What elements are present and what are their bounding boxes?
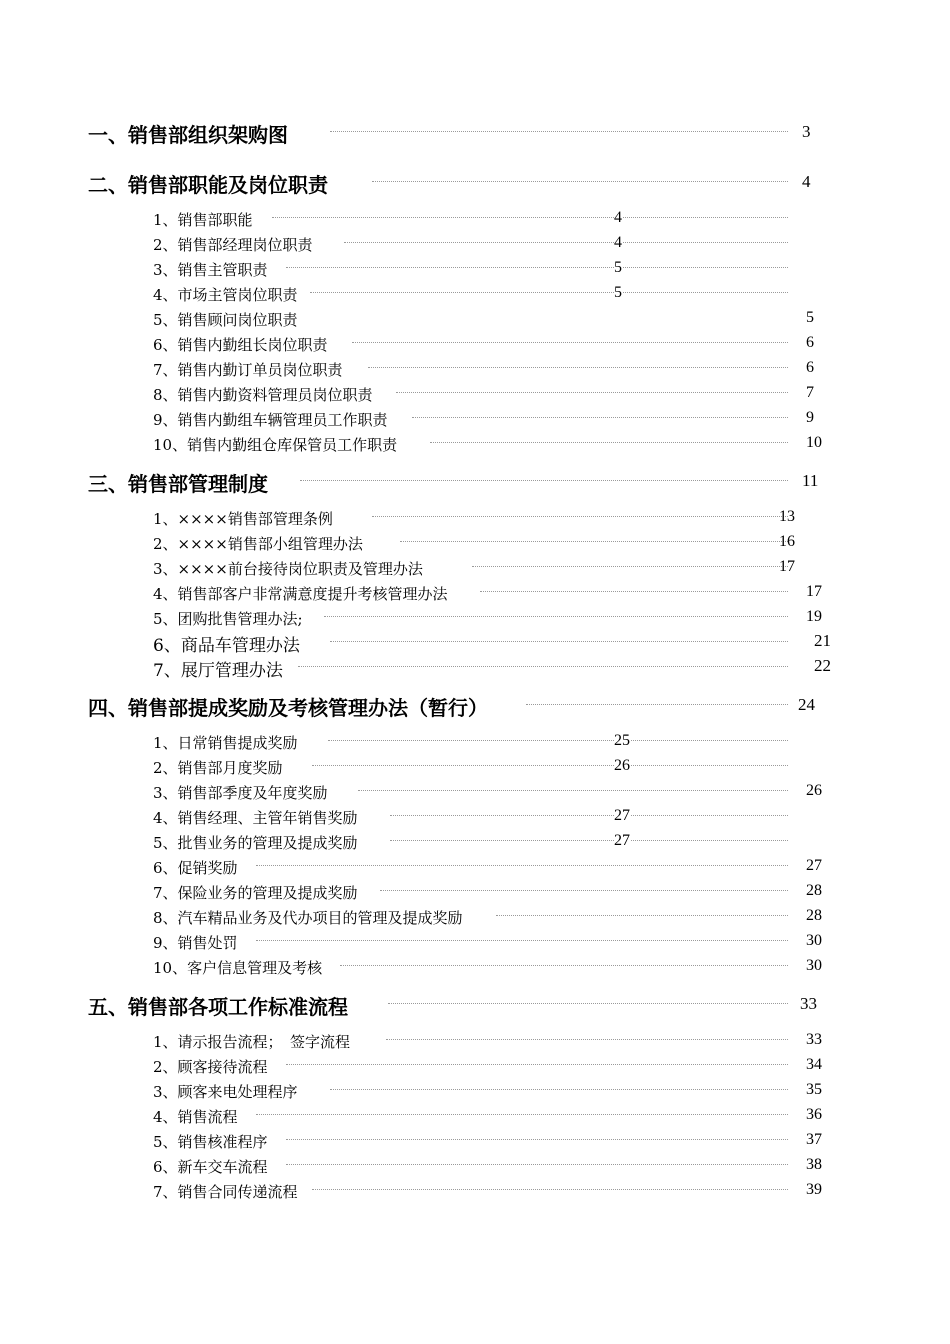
- dot-leader: [256, 1114, 788, 1115]
- toc-entry[interactable]: [0, 806, 950, 828]
- page-number: 28: [806, 882, 822, 899]
- page-number: 33: [806, 1031, 822, 1048]
- page-number: 35: [806, 1081, 822, 1098]
- entry-label: 6、新车交车流程: [153, 1156, 274, 1177]
- page-number: 4: [802, 172, 811, 191]
- toc-entry[interactable]: [0, 1155, 950, 1177]
- page-number: 5: [806, 309, 814, 326]
- entry-label: 6、促销奖励: [153, 857, 244, 878]
- dot-leader: [472, 566, 788, 567]
- entry-label: 9、销售处罚: [153, 932, 244, 953]
- dot-leader: [286, 1064, 788, 1065]
- toc-entry[interactable]: [0, 956, 950, 978]
- dot-leader: [330, 641, 788, 642]
- dot-leader: [324, 616, 788, 617]
- page-number: 26: [614, 757, 630, 774]
- entry-label: 2、××××销售部小组管理办法: [153, 533, 369, 554]
- entry-label: 1、请示报告流程； 签字流程: [153, 1031, 356, 1052]
- section-title: 四、销售部提成奖励及考核管理办法（暂行）: [88, 692, 494, 721]
- entry-label: 6、销售内勤组长岗位职责: [153, 334, 334, 355]
- entry-label: 7、保险业务的管理及提成奖励: [153, 882, 364, 903]
- entry-label: 10、客户信息管理及考核: [153, 957, 328, 978]
- page-number: 16: [779, 533, 795, 550]
- page-number: 27: [806, 857, 822, 874]
- page-number: 28: [806, 907, 822, 924]
- dot-leader: [298, 666, 788, 667]
- toc-entry[interactable]: [0, 657, 950, 679]
- dot-leader: [300, 480, 788, 481]
- toc-entry[interactable]: [0, 856, 950, 878]
- section-title: 二、销售部职能及岗位职责: [88, 169, 334, 198]
- dot-leader: [286, 1139, 788, 1140]
- toc-entry[interactable]: [0, 1105, 950, 1127]
- toc-entry[interactable]: [0, 507, 950, 529]
- page-number: 24: [798, 695, 815, 714]
- entry-label: 4、销售流程: [153, 1106, 244, 1127]
- dot-leader: [400, 541, 788, 542]
- page-number: 7: [806, 384, 814, 401]
- dot-leader: [386, 1039, 788, 1040]
- page-number: 5: [614, 259, 622, 276]
- toc-entry[interactable]: [0, 408, 950, 430]
- toc-entry[interactable]: [0, 632, 950, 654]
- entry-label: 10、销售内勤组仓库保管员工作职责: [153, 434, 403, 455]
- page-number: 25: [614, 732, 630, 749]
- dot-leader: [526, 704, 788, 705]
- toc-entry[interactable]: [0, 557, 950, 579]
- entry-label: 4、销售经理、主管年销售奖励: [153, 807, 364, 828]
- dot-leader: [352, 342, 788, 343]
- page-number: 33: [800, 994, 817, 1013]
- entry-label: 3、××××前台接待岗位职责及管理办法: [153, 558, 429, 579]
- toc-entry[interactable]: [0, 433, 950, 455]
- dot-leader: [330, 1089, 788, 1090]
- toc-entry[interactable]: [0, 383, 950, 405]
- dot-leader: [286, 267, 788, 268]
- dot-leader: [358, 790, 788, 791]
- dot-leader: [480, 591, 788, 592]
- toc-entry[interactable]: [0, 532, 950, 554]
- page-number: 34: [806, 1056, 822, 1073]
- page-number: 21: [814, 631, 831, 650]
- entry-label: 3、销售主管职责: [153, 259, 274, 280]
- toc-section-heading[interactable]: [0, 121, 950, 147]
- toc-section-heading[interactable]: [0, 470, 950, 496]
- toc-entry[interactable]: [0, 333, 950, 355]
- dot-leader: [388, 1003, 788, 1004]
- page-number: 19: [806, 608, 822, 625]
- entry-label: 7、销售合同传递流程: [153, 1181, 304, 1202]
- dot-leader: [344, 242, 788, 243]
- toc-entry[interactable]: [0, 258, 950, 280]
- section-title: 三、销售部管理制度: [88, 468, 274, 497]
- page-number: 4: [614, 234, 622, 251]
- dot-leader: [310, 292, 788, 293]
- page-number: 17: [779, 558, 795, 575]
- dot-leader: [390, 815, 788, 816]
- page-number: 38: [806, 1156, 822, 1173]
- page-number: 13: [779, 508, 795, 525]
- dot-leader: [256, 940, 788, 941]
- entry-label: 6、商品车管理办法: [153, 631, 306, 656]
- toc-entry[interactable]: [0, 781, 950, 803]
- dot-leader: [430, 442, 788, 443]
- entry-label: 5、销售核准程序: [153, 1131, 274, 1152]
- dot-leader: [372, 181, 788, 182]
- page-number: 11: [802, 471, 819, 490]
- toc-entry[interactable]: [0, 1030, 950, 1052]
- entry-label: 4、销售部客户非常满意度提升考核管理办法: [153, 583, 454, 604]
- dot-leader: [372, 516, 788, 517]
- toc-section-heading[interactable]: [0, 694, 950, 720]
- entry-label: 2、销售部经理岗位职责: [153, 234, 319, 255]
- entry-label: 7、展厅管理办法: [153, 656, 289, 681]
- page-number: 9: [806, 409, 814, 426]
- page-number: 30: [806, 932, 822, 949]
- toc-entry[interactable]: [0, 906, 950, 928]
- toc-entry[interactable]: [0, 881, 950, 903]
- toc-entry[interactable]: [0, 582, 950, 604]
- page-number: 6: [806, 359, 814, 376]
- dot-leader: [272, 217, 788, 218]
- toc-entry[interactable]: [0, 1180, 950, 1202]
- section-title: 一、销售部组织架购图: [88, 119, 294, 148]
- dot-leader: [412, 417, 788, 418]
- toc-entry[interactable]: [0, 1055, 950, 1077]
- entry-label: 2、顾客接待流程: [153, 1056, 274, 1077]
- toc-entry[interactable]: [0, 308, 950, 330]
- page-number: 6: [806, 334, 814, 351]
- toc-entry[interactable]: [0, 208, 950, 230]
- page-number: 3: [802, 122, 811, 141]
- page-number: 27: [614, 832, 630, 849]
- entry-label: 1、日常销售提成奖励: [153, 732, 304, 753]
- page-number: 17: [806, 583, 822, 600]
- dot-leader: [340, 965, 788, 966]
- dot-leader: [312, 1189, 788, 1190]
- entry-label: 2、销售部月度奖励: [153, 757, 289, 778]
- toc-entry[interactable]: [0, 607, 950, 629]
- toc-entry[interactable]: [0, 756, 950, 778]
- page-number: 4: [614, 209, 622, 226]
- toc-section-heading[interactable]: [0, 171, 950, 197]
- toc-section-heading[interactable]: [0, 993, 950, 1019]
- dot-leader: [330, 131, 788, 132]
- dot-leader: [496, 915, 788, 916]
- page-number: 30: [806, 957, 822, 974]
- page-number: 39: [806, 1181, 822, 1198]
- page-number: 36: [806, 1106, 822, 1123]
- section-title: 五、销售部各项工作标准流程: [88, 991, 354, 1020]
- page-number: 37: [806, 1131, 822, 1148]
- dot-leader: [380, 890, 788, 891]
- page-number: 26: [806, 782, 822, 799]
- entry-label: 8、销售内勤资料管理员岗位职责: [153, 384, 379, 405]
- entry-label: 9、销售内勤组车辆管理员工作职责: [153, 409, 394, 430]
- page-number: 10: [806, 434, 822, 451]
- toc-entry[interactable]: [0, 931, 950, 953]
- dot-leader: [256, 865, 788, 866]
- entry-label: 1、销售部职能: [153, 209, 259, 230]
- toc-entry[interactable]: [0, 1080, 950, 1102]
- entry-label: 5、批售业务的管理及提成奖励: [153, 832, 364, 853]
- dot-leader: [328, 740, 788, 741]
- dot-leader: [368, 367, 788, 368]
- toc-entry[interactable]: [0, 731, 950, 753]
- entry-label: 8、汽车精品业务及代办项目的管理及提成奖励: [153, 907, 469, 928]
- entry-label: 4、市场主管岗位职责: [153, 284, 304, 305]
- toc-entry[interactable]: [0, 358, 950, 380]
- toc-entry[interactable]: [0, 831, 950, 853]
- toc-entry[interactable]: [0, 283, 950, 305]
- entry-label: 5、销售顾问岗位职责: [153, 309, 304, 330]
- entry-label: 5、团购批售管理办法;: [153, 608, 309, 629]
- page-number: 5: [614, 284, 622, 301]
- dot-leader: [312, 765, 788, 766]
- toc-entry[interactable]: [0, 1130, 950, 1152]
- dot-leader: [390, 840, 788, 841]
- dot-leader: [396, 392, 788, 393]
- page-number: 22: [814, 656, 831, 675]
- toc-entry[interactable]: [0, 233, 950, 255]
- page-number: 27: [614, 807, 630, 824]
- entry-label: 3、销售部季度及年度奖励: [153, 782, 334, 803]
- dot-leader: [286, 1164, 788, 1165]
- entry-label: 1、××××销售部管理条例: [153, 508, 339, 529]
- entry-label: 7、销售内勤订单员岗位职责: [153, 359, 349, 380]
- entry-label: 3、顾客来电处理程序: [153, 1081, 304, 1102]
